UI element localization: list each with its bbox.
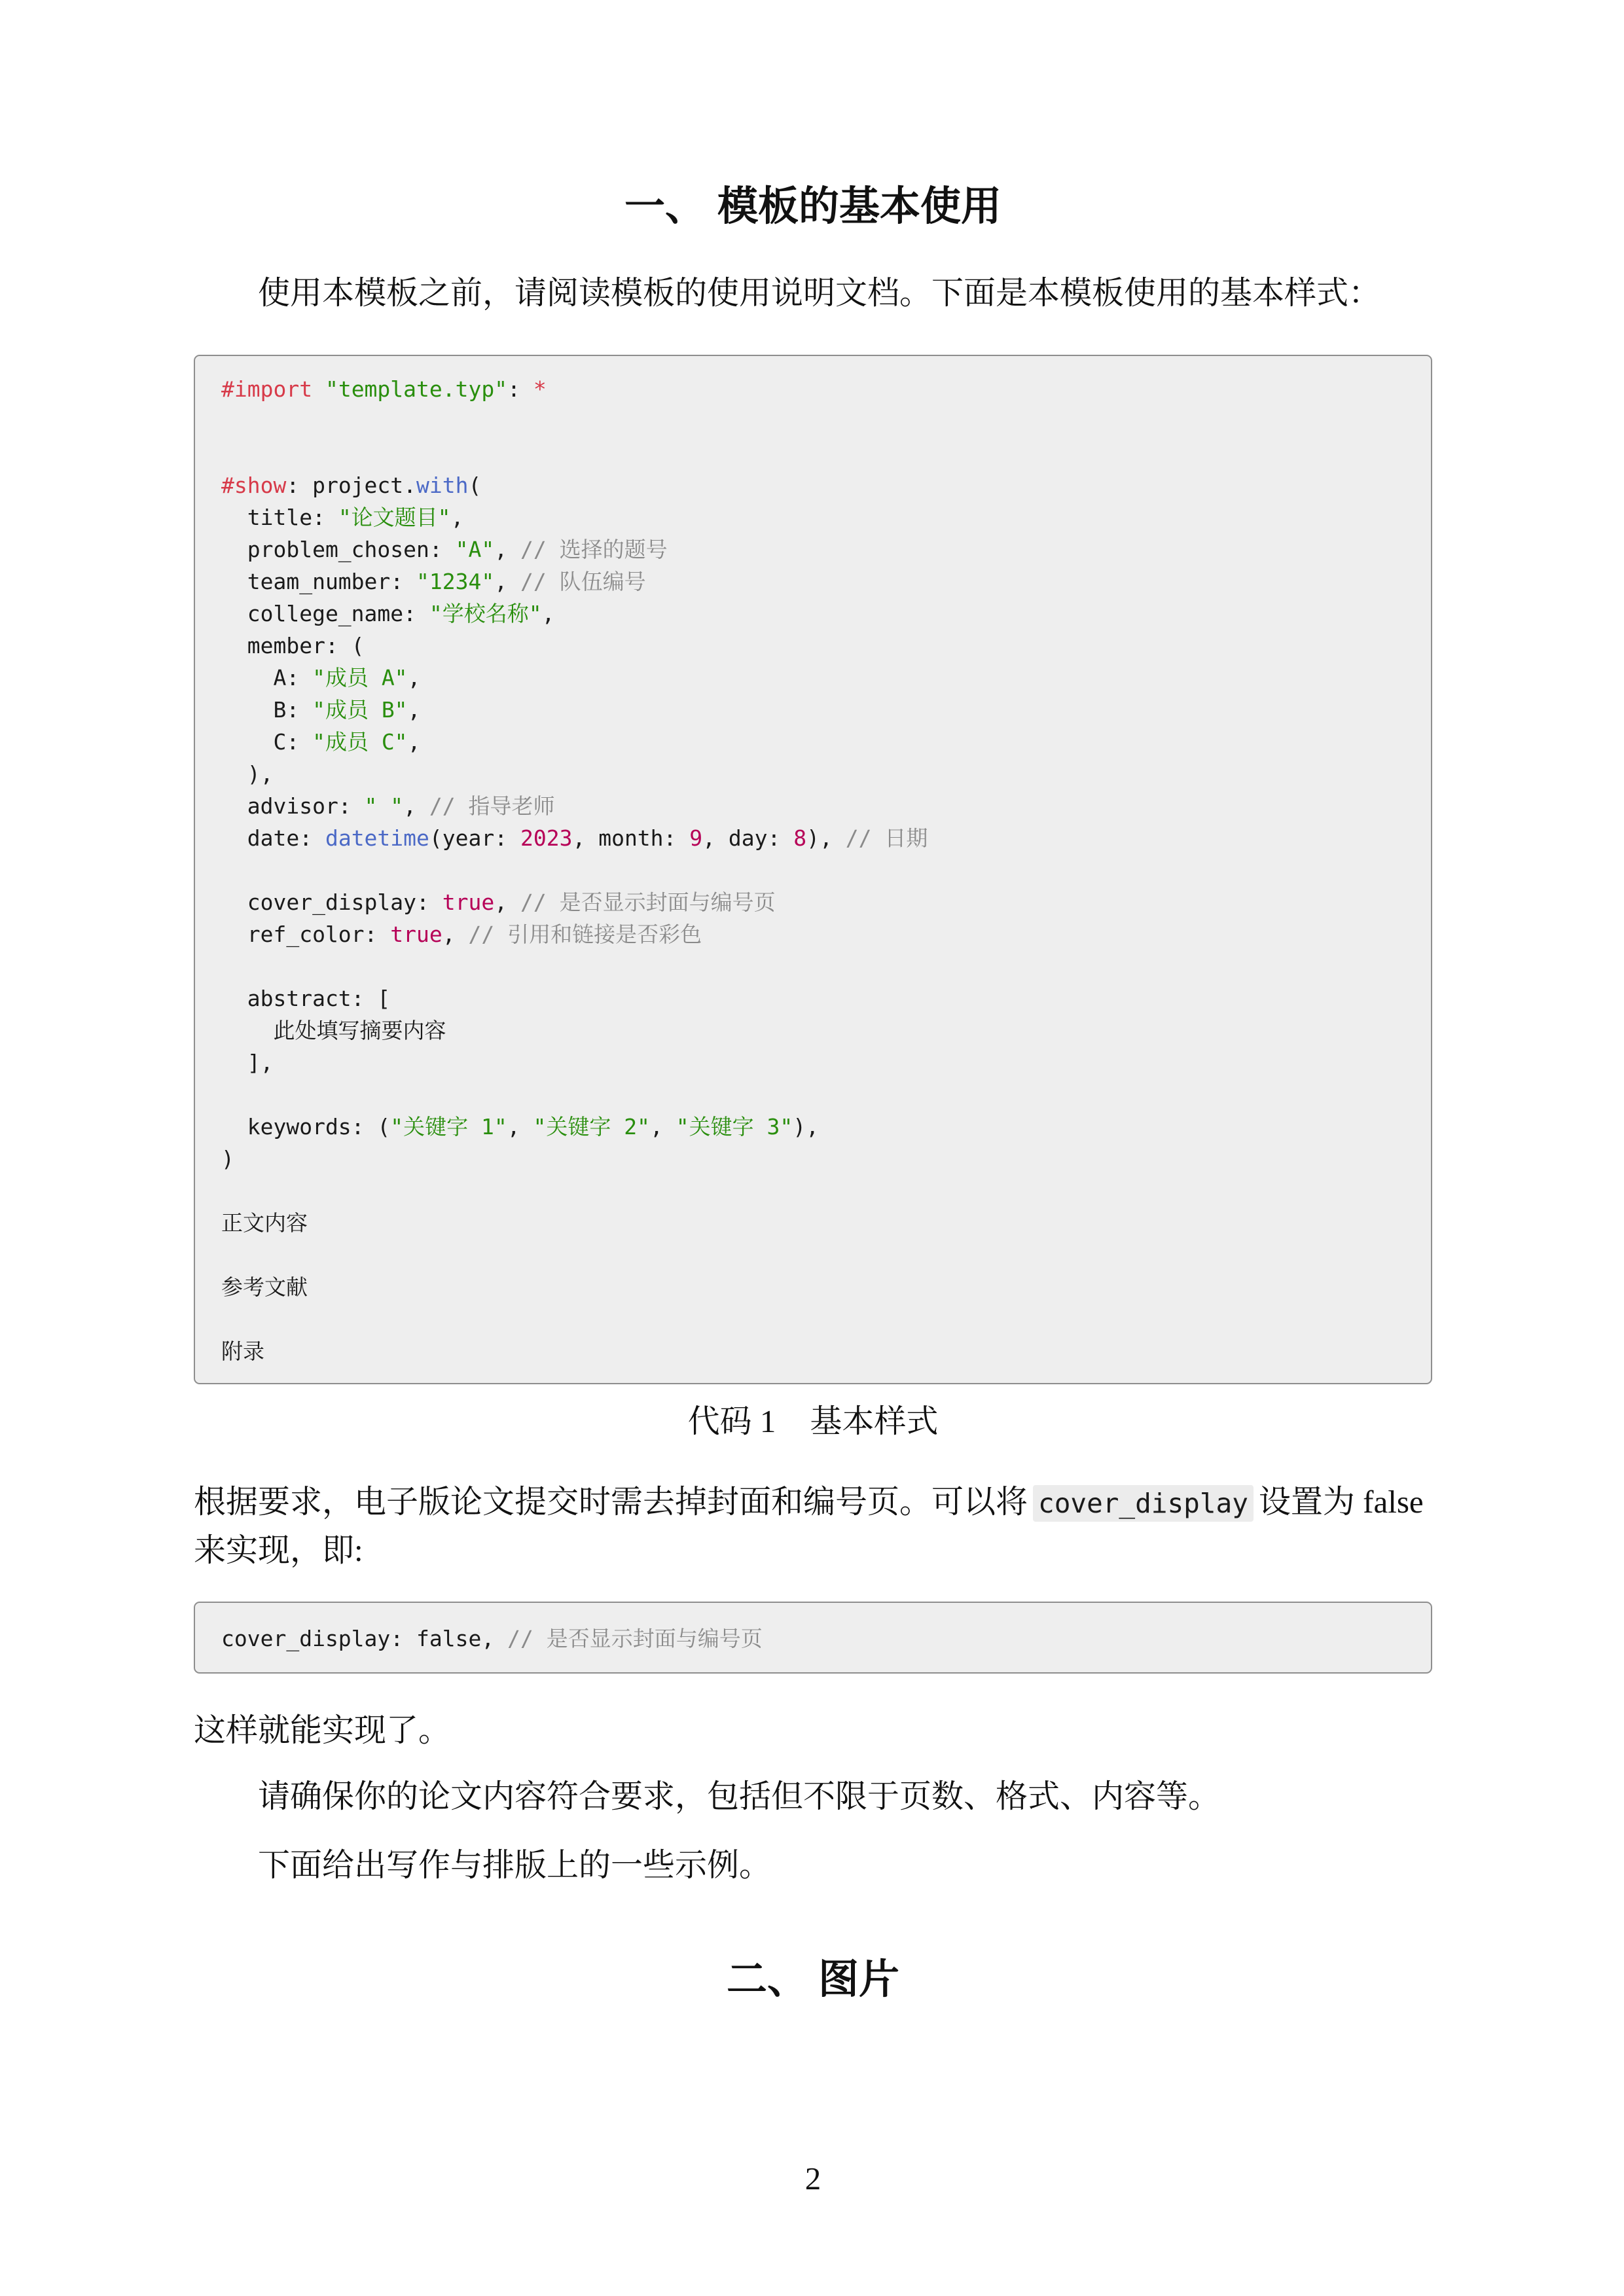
code-token-function: with	[416, 473, 469, 498]
code-token-plain: ref_color:	[221, 922, 391, 947]
code-line	[221, 565, 1405, 598]
code-line	[221, 1335, 1405, 1367]
code-line	[221, 918, 1405, 950]
code-token-plain: member: (	[221, 633, 365, 658]
caption-label: 代码 1	[687, 1403, 776, 1439]
code-line	[221, 1271, 1405, 1303]
code-token-string: "template.typ"	[325, 376, 508, 402]
code-token-comment: // 指导老师	[429, 793, 555, 819]
paragraph: 请确保你的论文内容符合要求，包括但不限于页数、格式、内容等。	[258, 1778, 1221, 1814]
code-token-plain: team_number:	[221, 569, 417, 594]
paragraph-line	[194, 1479, 1432, 1527]
code-token-string: "成员 C"	[312, 729, 408, 755]
code-token-plain: (year:	[429, 825, 520, 851]
code-token-string: "关键字 1"	[390, 1114, 507, 1139]
code-token-plain: :	[507, 376, 533, 402]
code-token-plain: college_name:	[221, 601, 429, 626]
code-line	[221, 982, 1405, 1014]
cover-display-paragraph	[194, 1479, 1432, 1574]
code-token-string: "关键字 2"	[533, 1114, 650, 1139]
code-token-boolean: true	[442, 889, 495, 915]
inline-code: cover_display	[1033, 1485, 1254, 1522]
code-token-plain: ,	[494, 569, 520, 594]
code-line	[221, 822, 1405, 854]
code-token-string: "成员 B"	[312, 697, 408, 723]
paragraph: 下面给出写作与排版上的一些示例。	[258, 1847, 772, 1883]
code-token-plain: ,	[403, 793, 429, 819]
code-token-plain: cover_display: false,	[221, 1626, 508, 1651]
code-token-boolean: true	[390, 922, 442, 947]
code-token-plain: ),	[793, 1114, 819, 1139]
code-token-plain: advisor:	[221, 793, 365, 819]
code-token-plain: ,	[494, 889, 520, 915]
code-token-string: " "	[364, 793, 404, 819]
code-token-plain: ,	[407, 729, 421, 755]
paragraph: 这样就能实现了。	[194, 1712, 451, 1748]
code-line	[221, 886, 1405, 918]
code-token-plain: (	[468, 473, 482, 498]
code-token-number: 8	[793, 825, 807, 851]
code-token-function: datetime	[325, 825, 429, 851]
code-token-plain: abstract: [	[221, 986, 391, 1011]
code-token-plain: 正文内容	[221, 1210, 308, 1236]
code-token-keyword: #show	[221, 473, 287, 498]
page-number: 2	[804, 2161, 821, 2197]
code-line	[221, 533, 1405, 565]
code-token-comment: // 是否显示封面与编号页	[507, 1626, 763, 1651]
code-token-plain: cover_display:	[221, 889, 442, 915]
code-token-comment: // 队伍编号	[520, 569, 646, 594]
code-token-plain: date:	[221, 825, 325, 851]
code-token-string: "论文题目"	[338, 505, 451, 530]
code-line	[221, 1239, 1405, 1271]
section-title: 模板的基本使用	[717, 184, 1002, 229]
code-line	[221, 1207, 1405, 1239]
code-token-plain: 此处填写摘要内容	[221, 1018, 446, 1043]
code-line	[221, 1079, 1405, 1111]
code-line	[221, 1303, 1405, 1335]
code-token-comment: // 选择的题号	[520, 537, 668, 562]
code-line	[221, 630, 1405, 662]
code-token-keyword: #import	[221, 376, 313, 402]
section-title: 图片	[818, 1957, 900, 2002]
code-line	[221, 437, 1405, 469]
code-token-plain: )	[221, 1146, 234, 1172]
code-line	[221, 405, 1405, 437]
code-token-number: 2023	[520, 825, 573, 851]
paragraph-text: 根据要求，电子版论文提交时需去掉封面和编号页。可以将	[194, 1484, 1028, 1520]
code-line	[221, 726, 1405, 758]
code-line	[221, 598, 1405, 630]
code-line	[221, 662, 1405, 694]
section-heading	[194, 1954, 1432, 2006]
code-line	[221, 373, 1405, 405]
code-token-plain: 附录	[221, 1338, 264, 1364]
section-number: 二、	[726, 1957, 808, 2002]
code-token-plain: problem_chosen:	[221, 537, 456, 562]
code-token-string: "1234"	[416, 569, 495, 594]
code-token-string: "关键字 3"	[676, 1114, 793, 1139]
code-token-plain: ,	[450, 505, 464, 530]
intro-paragraph: 使用本模板之前，请阅读模板的使用说明文档。下面是本模板使用的基本样式：	[258, 275, 1381, 311]
code-token-plain: B:	[221, 697, 313, 723]
code-line	[221, 1143, 1405, 1175]
code-token-plain: C:	[221, 729, 313, 755]
code-token-plain: 参考文献	[221, 1274, 308, 1300]
code-token-plain: : project.	[286, 473, 417, 498]
code-token-comment: // 引用和链接是否彩色	[468, 922, 702, 947]
code-token-plain: ,	[507, 1114, 533, 1139]
code-token-string: "成员 A"	[312, 665, 408, 691]
code-token-string: "学校名称"	[429, 601, 542, 626]
section-number: 一、	[624, 184, 706, 229]
code-line	[221, 854, 1405, 886]
section-heading	[194, 181, 1432, 233]
code-token-comment: // 日期	[845, 825, 928, 851]
code-block	[194, 1602, 1432, 1674]
code-token-plain: ),	[221, 761, 274, 787]
code-line	[221, 694, 1405, 726]
code-token-plain: ,	[407, 697, 421, 723]
code-token-plain: ),	[806, 825, 846, 851]
code-caption	[194, 1398, 1432, 1445]
code-token-string: "A"	[455, 537, 495, 562]
code-token-plain: , day:	[702, 825, 794, 851]
code-line	[221, 469, 1405, 501]
code-line	[221, 501, 1405, 533]
code-token-plain: A:	[221, 665, 313, 691]
code-token-plain: title:	[221, 505, 338, 530]
code-line	[221, 1111, 1405, 1143]
code-token-plain: , month:	[572, 825, 690, 851]
code-line	[221, 1175, 1405, 1207]
code-line	[221, 1623, 1405, 1655]
code-token-plain: ,	[442, 922, 469, 947]
code-line	[221, 1047, 1405, 1079]
code-token-comment: // 是否显示封面与编号页	[520, 889, 776, 915]
code-token-plain: ,	[650, 1114, 676, 1139]
code-token-keyword: *	[533, 376, 547, 402]
code-token-plain: ,	[541, 601, 555, 626]
paragraph-line: 来实现，即:	[194, 1532, 363, 1568]
code-line	[221, 758, 1405, 790]
code-block	[194, 355, 1432, 1384]
caption-title: 基本样式	[810, 1403, 939, 1439]
code-token-plain	[312, 376, 325, 402]
code-line	[221, 950, 1405, 982]
code-token-plain: keywords: (	[221, 1114, 391, 1139]
code-line	[221, 1014, 1405, 1047]
code-token-plain: ],	[221, 1050, 274, 1075]
code-token-plain: ,	[494, 537, 520, 562]
paragraph-text: 设置为 false	[1258, 1484, 1424, 1520]
code-token-plain: ,	[407, 665, 421, 691]
code-token-number: 9	[689, 825, 703, 851]
code-line	[221, 790, 1405, 822]
